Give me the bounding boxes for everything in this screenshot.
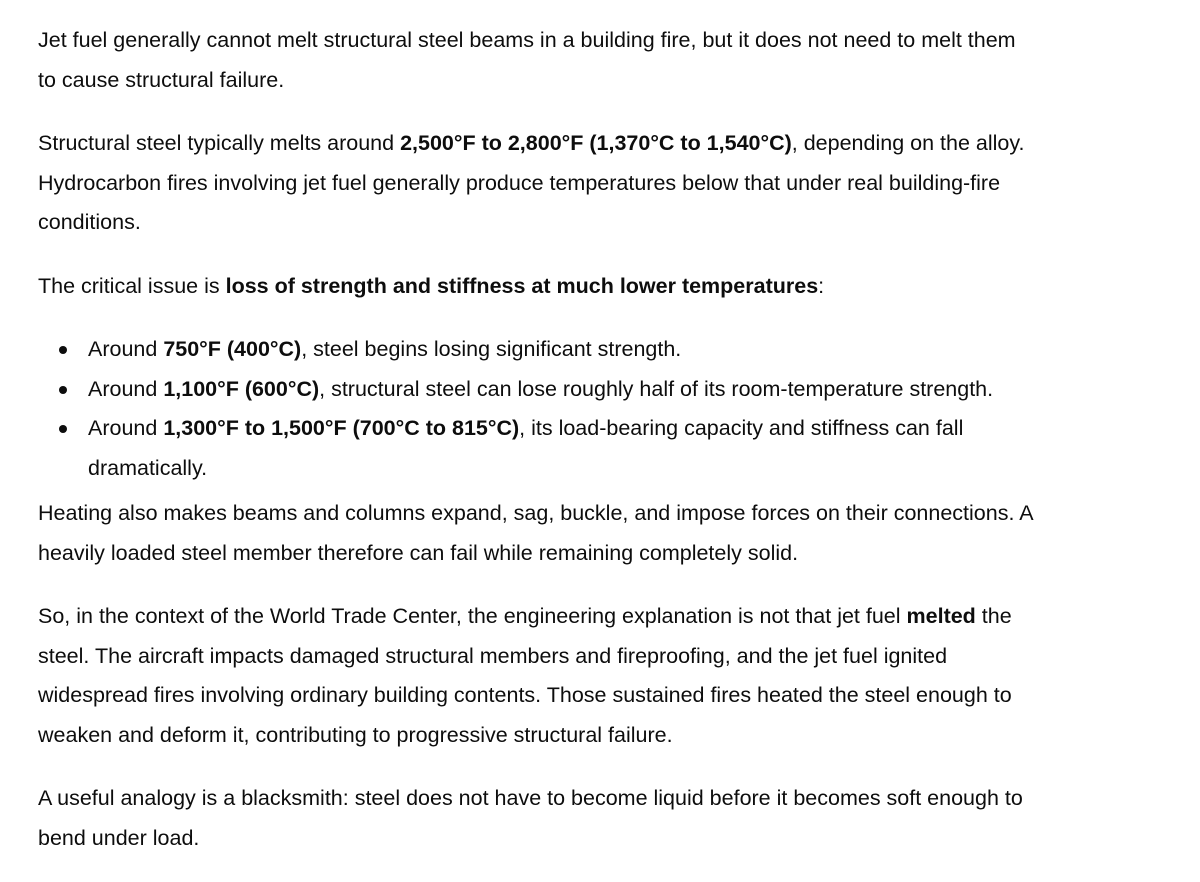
text-line xyxy=(38,267,1200,307)
bold-text: melted xyxy=(906,604,976,628)
text-run: The critical issue is xyxy=(38,273,226,298)
text-line: conditions. xyxy=(38,210,141,234)
text-run: So, in the context of the World Trade Center, the engineering explanation is not that jet fuel xyxy=(38,604,907,628)
text-line: widespread fires involving ordinary building contents. Those sustained fires heated the steel enough to xyxy=(38,683,1012,707)
text-run: , depending on the alloy. xyxy=(791,131,1025,155)
text-line: weaken and deform it, contributing to progressive structural failure. xyxy=(38,722,673,747)
text-line: bend under load. xyxy=(38,825,200,850)
bullet-icon xyxy=(59,346,67,354)
text-line: dramatically. xyxy=(88,455,208,480)
response-text xyxy=(38,21,1200,882)
text-run: , its load-bearing capacity and stiffness can fall xyxy=(519,416,964,440)
list-item xyxy=(38,330,1200,370)
text-line xyxy=(88,409,1200,449)
bold-text: 1,300°F to 1,500°F (700°C to 815°C) xyxy=(163,416,520,440)
text-run: Structural steel typically melts around xyxy=(38,131,401,155)
text-line xyxy=(88,370,1200,410)
list-item xyxy=(38,409,1200,488)
paragraph-world-trade-center xyxy=(38,597,1200,755)
text-line: to cause structural failure. xyxy=(38,67,285,92)
text-run: Around xyxy=(88,337,164,361)
bullet-list xyxy=(38,330,1200,488)
bold-text: loss of strength and stiffness at much lower temperatures xyxy=(225,273,819,298)
text-line: A useful analogy is a blacksmith: steel does not have to become liquid before it becomes soft enough to xyxy=(38,786,1023,810)
bullet-icon xyxy=(59,425,67,433)
text-line: heavily loaded steel member therefore can fail while remaining completely solid. xyxy=(38,540,799,565)
bold-text: 1,100°F (600°C) xyxy=(163,376,320,401)
bold-text: 2,500°F to 2,800°F (1,370°C to 1,540°C) xyxy=(400,131,792,155)
text-line xyxy=(88,330,1200,370)
text-run: , steel begins losing significant strength. xyxy=(301,337,682,361)
text-line: steel. The aircraft impacts damaged structural members and fireproofing, and the jet fuel ignited xyxy=(38,643,948,668)
text-line: Hydrocarbon fires involving jet fuel generally produce temperatures below that under real building-fire xyxy=(38,170,1001,195)
text-line xyxy=(38,597,1200,637)
paragraph-critical-issue xyxy=(38,267,1200,307)
paragraph-melting-point xyxy=(38,124,1200,243)
text-run: Around xyxy=(88,416,164,440)
text-line xyxy=(38,124,1200,164)
bold-text: 750°F (400°C) xyxy=(163,337,302,361)
paragraph-thermal-expansion xyxy=(38,494,1200,573)
text-run: , structural steel can lose roughly half of its room-temperature strength. xyxy=(319,376,994,401)
text-run: the xyxy=(975,604,1012,628)
bullet-icon xyxy=(59,386,67,394)
text-line: Heating also makes beams and columns expand, sag, buckle, and impose forces on their connections. A xyxy=(38,501,1034,525)
text-line: Jet fuel generally cannot melt structural steel beams in a building fire, but it does not need to melt them xyxy=(38,28,1016,52)
text-run: Around xyxy=(88,376,164,401)
paragraph-analogy xyxy=(38,779,1200,858)
list-item xyxy=(38,370,1200,410)
paragraph-intro xyxy=(38,21,1200,100)
text-run: : xyxy=(818,273,825,298)
